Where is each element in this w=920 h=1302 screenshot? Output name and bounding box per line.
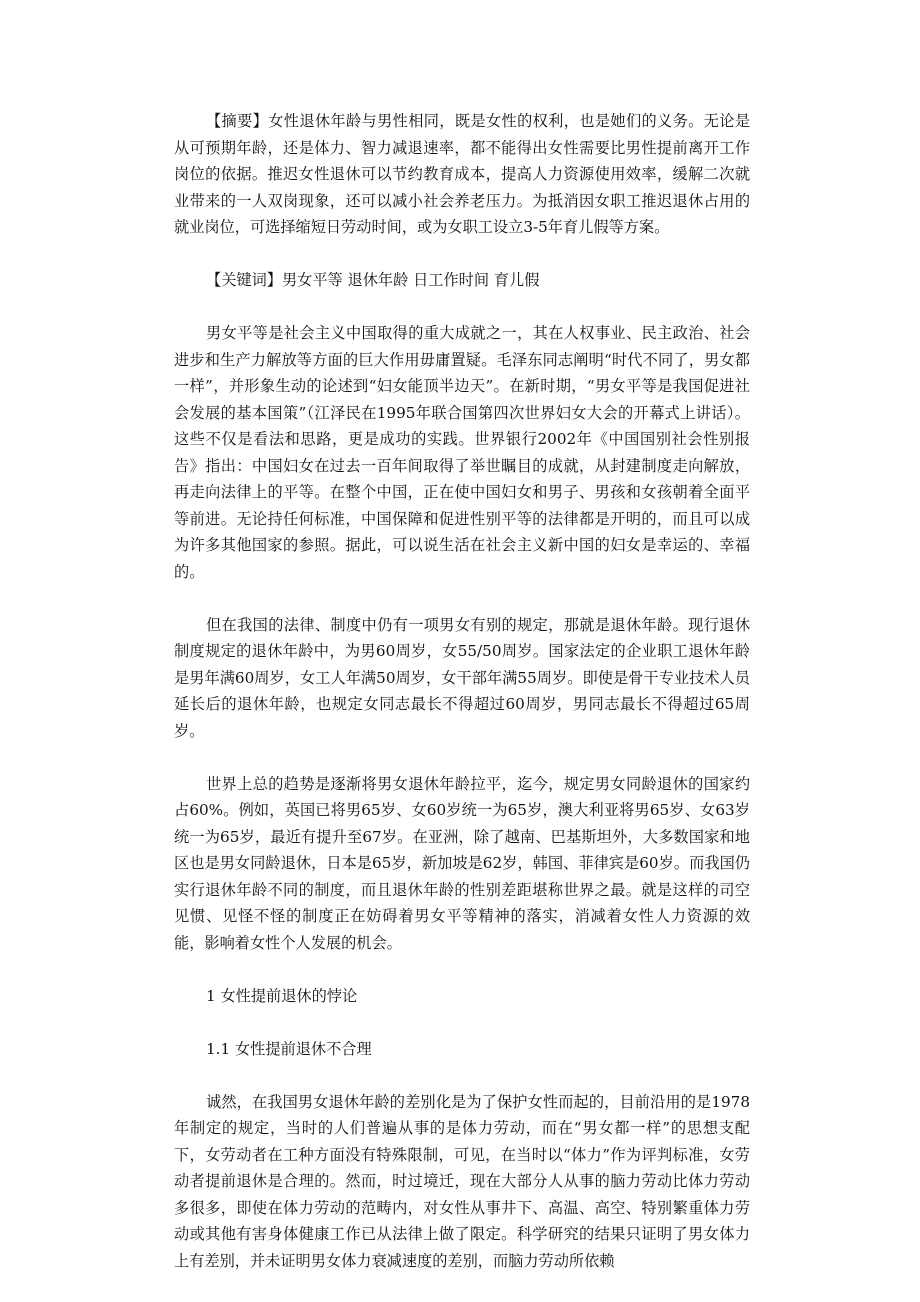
abstract-paragraph: 【摘要】女性退休年龄与男性相同，既是女性的权利，也是她们的义务。无论是从可预期年龄，还是体力、智力减退速率，都不能得出女性需要比男性提前离开工作岗位的依据。推迟女性退休可以节约教育成本，提高人力资源使用效率，缓解二次就业带来的一人双岗现象，还可以减小社会养老压力。为抵消因女职工推迟退休占用的就业岗位，可选择缩短日劳动时间，或为女职工设立3-5年育儿假等方案。	[174, 112, 750, 236]
section-heading-1-1: 1.1 女性提前退休不合理	[206, 1039, 372, 1058]
body-paragraph-4: 诚然，在我国男女退休年龄的差别化是为了保护女性而起的，目前沿用的是1978年制定的规定，当时的人们普遍从事的是体力劳动，而在“男女都一样”的思想支配下，女劳动者在工种方面没有特殊限制，可见，在当时以“体力”作为评判标准，女劳动者提前退休是合理的。然而，时过境迁，现在大部分人从事的脑力劳动比体力劳动多很多，即使在体力劳动的范畴内，对女性从事井下、高温、高空、特别繁重体力劳动或其他有害身体健康工作已从法律上做了限定。科学研究的结果只证明了男女体力上有差别，并未证明男女体力衰减速度的差别，而脑力劳动所依赖	[174, 1092, 750, 1270]
section-heading-1: 1 女性提前退休的悖论	[206, 986, 358, 1005]
keywords-line: 【关键词】男女平等 退休年龄 日工作时间 育儿假	[206, 271, 540, 289]
body-paragraph-3: 世界上总的趋势是逐渐将男女退休年龄拉平，迄今，规定男女同龄退休的国家约占60%。例如，英国已将男65岁、女60岁统一为65岁，澳大利亚将男65岁、女63岁统一为65岁，最近有提升至67岁。在亚洲，除了越南、巴基斯坦外，大多数国家和地区也是男女同龄退休，日本是65岁，新加坡是62岁，韩国、菲律宾是60岁。而我国仍实行退休年龄不同的制度，而且退休年龄的性别差距堪称世界之最。就是这样的司空见惯、见怪不怪的制度正在妨碍着男女平等精神的落实，消减着女性人力资源的效能，影响着女性个人发展的机会。	[174, 774, 750, 952]
document-page	[174, 108, 750, 1274]
body-paragraph-1: 男女平等是社会主义中国取得的重大成就之一，其在人权事业、民主政治、社会进步和生产力解放等方面的巨大作用毋庸置疑。毛泽东同志阐明“时代不同了，男女都一样”，并形象生动的论述到“妇女能顶半边天”。在新时期，“男女平等是我国促进社会发展的基本国策”（江泽民在1995年联合国第四次世界妇女大会的开幕式上讲话）。这些不仅是看法和思路，更是成功的实践。世界银行2002年《中国国别社会性别报告》指出：中国妇女在过去一百年间取得了举世瞩目的成就，从封建制度走向解放，再走向法律上的平等。在整个中国，正在使中国妇女和男子、男孩和女孩朝着全面平等前进。无论持任何标准，中国保障和促进性别平等的法律都是开明的，而且可以成为许多其他国家的参照。据此，可以说生活在社会主义新中国的妇女是幸运的、幸福的。	[174, 324, 750, 581]
body-paragraph-2: 但在我国的法律、制度中仍有一项男女有别的规定，那就是退休年龄。现行退休制度规定的退休年龄中，为男60周岁，女55/50周岁。国家法定的企业职工退休年龄是男年满60周岁，女工人年满50周岁，女干部年满55周岁。即使是骨干专业技术人员延长后的退休年龄，也规定女同志最长不得超过60周岁，男同志最长不得超过65周岁。	[174, 615, 750, 740]
